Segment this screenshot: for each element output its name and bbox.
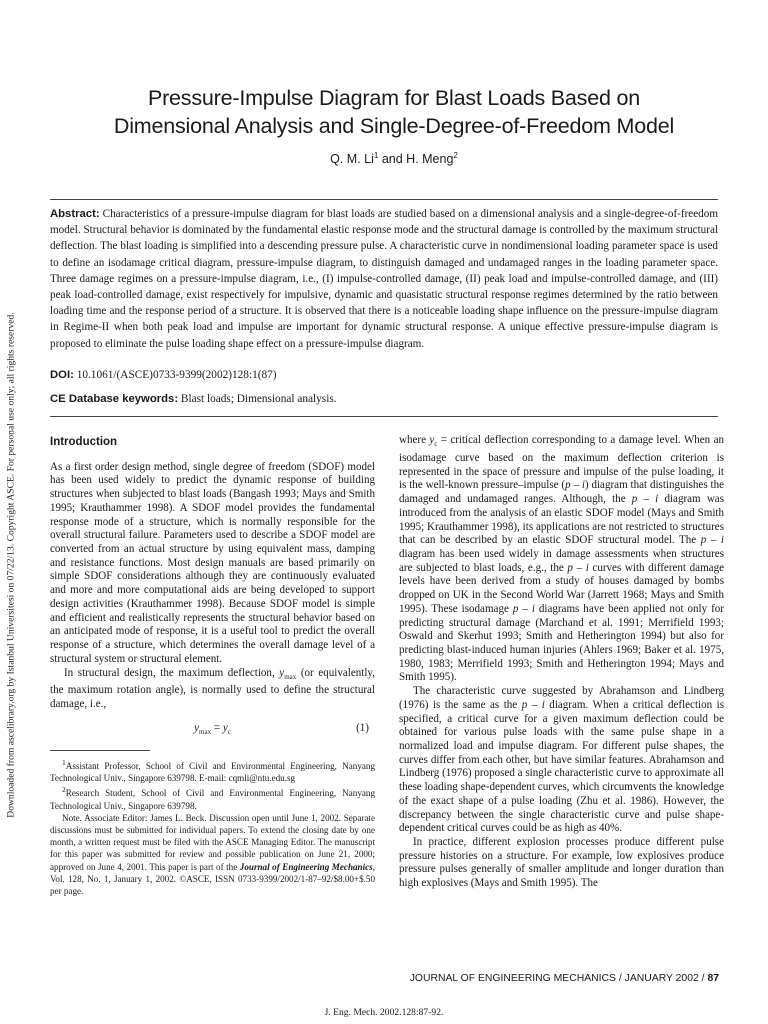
title-line-2: Dimensional Analysis and Single-Degree-of-Freedom Model: [113, 114, 675, 138]
equation-1-number: (1): [356, 721, 369, 734]
p-i-term: p – i: [567, 561, 589, 574]
subscript-max: max: [284, 672, 297, 681]
right-p1-e: diagram has been used widely in damage assessments when structures are subjected to blast loads, e.g., the: [399, 547, 724, 574]
citation-footer: J. Eng. Mech. 2002.128:87-92.: [324, 1007, 444, 1018]
author-2-affiliation: 2: [453, 151, 458, 160]
footnote-2-text: Research Student, School of Civil and Environmental Engineering, Nanyang Technological Univ., Singapore 639798.: [50, 788, 375, 811]
abstract-top-rule: [50, 199, 718, 200]
abstract: [50, 206, 718, 352]
left-column: [50, 434, 375, 897]
p-i-term: p – i: [631, 493, 659, 506]
keywords-value: Blast loads; Dimensional analysis.: [180, 393, 337, 405]
running-footer: [399, 973, 719, 984]
keywords-line: [50, 393, 718, 405]
editorial-note: [50, 812, 375, 897]
paper-header: [40, 84, 748, 166]
footer-journal: JOURNAL OF ENGINEERING MECHANICS / JANUARY 2002 /: [409, 973, 708, 984]
author-1: Q. M. Li: [330, 152, 374, 167]
footnote-2-marker: 2: [62, 785, 66, 795]
abstract-label: Abstract:: [50, 208, 100, 220]
p-i-term: p – i: [700, 534, 724, 547]
keywords-label: CE Database keywords:: [50, 393, 179, 405]
subscript-c: c: [434, 440, 438, 449]
equation-lhs: y: [194, 721, 200, 734]
title-line-1: Pressure-Impulse Diagram for Blast Loads Based on: [147, 86, 641, 110]
footnote-1: [50, 757, 375, 784]
right-p1-a: where: [399, 434, 430, 446]
intro-paragraph-1: As a first order design method, single degree of freedom (SDOF) model has been used widely to predict the dynamic response of building structures when subjected to blast loads (Bangash 1993; Mays and Smith 1995; Krauthammer 1998). A SDOF model provides the fundamental response mode of a structure, which is normally responsible for the overall structural failure. Parameters used to describe a SDOF model are converted from an actual structure by using equivalent mass, damping and resistance functions. Most design manuals are based primarily on simple SDOF considerations although they are continuously evaluated and more and more computational aids are being developed to support design activities (Krauthammer 1998). Because SDOF model is simple and efficient and realistically represents the structural behavior based on an anticipated mode of response, it is a useful tool to predict the overall response of a structure, which determines the overall damage level of a structural system or structural element.: [50, 460, 375, 665]
intro-paragraph-2-text: In structural design, the maximum deflection,: [64, 666, 280, 679]
journal-name: Journal of Engineering Mechanics: [239, 861, 373, 872]
editorial-note-text: Note. Associate Editor: James L. Beck. Discussion open until June 1, 2002. Separate discussions must be submitted for individual papers. To extend the closing date by one month, a written request must be filed with the ASCE Managing Editor. The manuscript for this paper was submitted for review and possible publication on June 21, 2000; approved on June 4, 2001. This paper is part of the: [50, 812, 375, 872]
footnote-2: [50, 784, 375, 811]
doi-value[interactable]: 10.1061/(ASCE)0733-9399(2002)128:1(87): [76, 369, 277, 381]
right-paragraph-2: [399, 685, 724, 836]
right-paragraph-1: [399, 434, 724, 685]
equation-1: [50, 716, 375, 744]
right-p1-d: diagram was introduced from the analysis of an elastic SDOF model (Mays and Smith 1995; Krauthammer 1998), its applications are not restricted to structures that can be described by an elastic SDOF structural model. The: [399, 493, 724, 547]
equation-lhs-sub: max: [199, 728, 212, 737]
author-2: and H. Meng: [378, 152, 454, 167]
variable-yc: y: [429, 434, 435, 446]
footnote-1-marker: 1: [62, 757, 66, 767]
equation-rhs: y: [222, 721, 228, 734]
right-p1-g: diagrams have been applied not only for predicting structural damage (Marchand et al. 1991; Merrifield 1993; Oswald and Skerhut 1993; Smith and Hetherington 1994) but also for predicting blast-induced human injuries (Ahlers 1969; Baker et al. 1975, 1980, 1983; Merrifield 1993; Smith and Hetherington 1994; Mays and Smith 1995).: [399, 602, 724, 684]
right-p1-c: ) diagram that distinguishes the damaged and undamaged ranges. Although, the: [399, 479, 724, 506]
right-p1-b: = critical deflection corresponding to a damage level. When an isodamage curve based on the maximum deflection criterion is represented in the space of pressure and impulse of the pulse loading, it is the well-known pressure–impulse (: [399, 434, 724, 492]
intro-paragraph-2-text-cont: (or equivalently, the maximum rotation angle), is normally used to define the structural damage, i.e.,: [50, 666, 375, 711]
variable-y: y: [279, 666, 285, 679]
footnote-1-text: Assistant Professor, School of Civil and Environmental Engineering, Nanyang Technological Univ., Singapore 639798. E-mail: cqmli@ntu.edu.sg: [50, 760, 375, 784]
page-number: 87: [707, 973, 719, 984]
footnote-rule: [50, 750, 150, 751]
footnotes: [50, 757, 375, 897]
intro-paragraph-2: [50, 667, 375, 712]
paper-title: [40, 84, 748, 140]
doi-label: DOI:: [50, 369, 74, 381]
right-paragraph-3: In practice, different explosion processes produce different pulse pressure histories on a structure. For example, low explosives produce pressure pulses generally of smaller amplitude and longer duration than high explosives (Mays and Smith 1995). The: [399, 836, 724, 890]
download-notice-text: Downloaded from ascelibrary.org by Istanbul Universitesi on 07/22/13. Copyright ASCE. For personal use only; all rights reserved.: [5, 312, 17, 818]
editorial-note-text-cont: , Vol. 128, No. 1, January 1, 2002. ©ASCE, ISSN 0733-9399/2002/1-87–92/$8.00+$.50 per page.: [50, 861, 375, 896]
authors: [40, 151, 748, 166]
right-p2-a: The characteristic curve suggested by Abrahamson and Lindberg (1976) is the same as the: [399, 685, 724, 711]
equation-rhs-sub: c: [227, 728, 231, 737]
p-i-term: p – i: [521, 698, 545, 711]
abstract-bottom-rule: [50, 416, 718, 417]
right-column: [399, 434, 724, 891]
p-i-term: p – i: [565, 479, 585, 492]
abstract-text: Characteristics of a pressure-impulse diagram for blast loads are studied based on a dimensional analysis and a single-degree-of-freedom model. Structural behavior is dominated by the fundamental elastic response mode and the structural damage is controlled by the maximum structural deflection. The blast loading is simplified into a descending pressure pulse. A characteristic curve in nondimensional loading parameter space is used to define an isodamage critical diagram, pressure-impulse diagram, to distinguish damaged and undamaged ranges in the loading parameter space. Three damage regimes on a pressure-impulse diagram, i.e., (I) impulse-controlled damage, (II) peak load and impulse-controlled damage, and (III) peak load-controlled damage, exist respectively for impulsive, dynamic and quasistatic structural response regimes determined by the ratio between loading time and the response period of a structure. It is observed that there is a noticeable loading shape influence on the pressure-impulse diagram in Regime-II when both peak load and impulse are important for dynamic structural response. A unique effective pressure-impulse diagram is proposed to eliminate the pulse loading shape effect on a pressure-impulse diagram.: [50, 208, 718, 350]
equation-equals: =: [211, 721, 223, 734]
doi-line: [50, 369, 718, 381]
right-p2-b: diagram. When a critical deflection is specified, a critical curve for a given maximum deflection could be obtained for various pulse loads with the same pulse shape in a normalized load and impulse diagram. For different pulse shapes, the curves differ from each other, but have similar features. Abrahamson and Lindberg (1976) proposed a single characteristic curve to approximate all these loading shape-dependent curves, which circumvents the knowledge of the exact shape of a pulse loading (Zhu et al. 1986). However, the discrepancy between the single characteristic curve and pulse shape-dependent critical curves could be as high as 40%.: [399, 698, 725, 835]
equation-1-body: [50, 722, 375, 740]
right-p1-f: curves with different damage levels have been derived from a study of houses damaged by bombs dropped on UK in the Second World War (Jarrett 1968; Mays and Smith 1995). These isodamage: [399, 561, 724, 615]
p-i-term: p – i: [512, 602, 535, 615]
author-1-affiliation: 1: [373, 151, 379, 160]
download-notice-sidebar: [0, 0, 20, 1024]
section-heading-introduction: Introduction: [50, 436, 118, 448]
